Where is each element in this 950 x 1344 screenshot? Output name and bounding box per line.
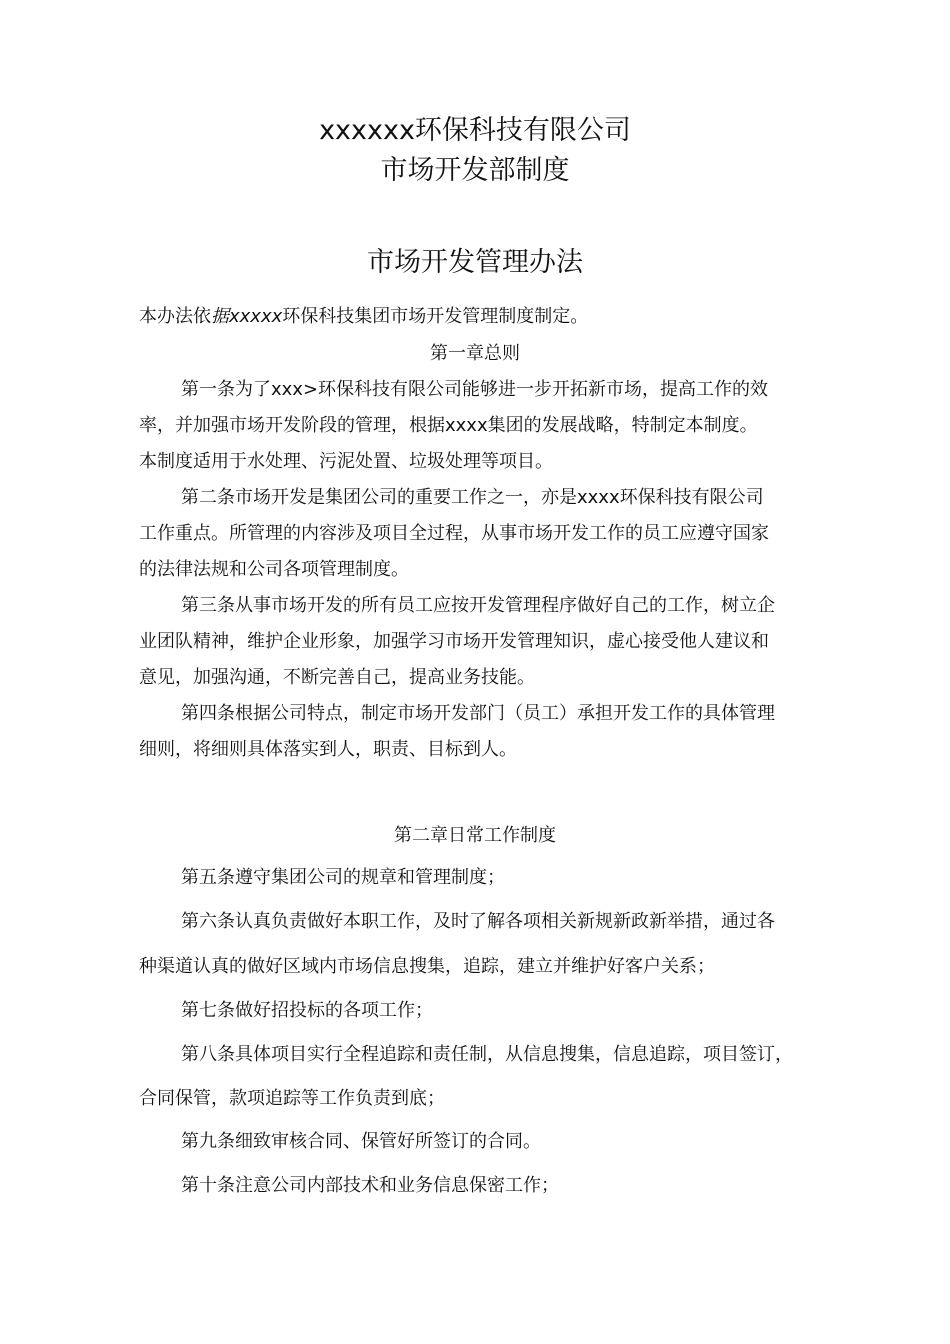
article-8-line-2: 合同保管，款项追踪等工作负责到底； <box>139 1088 445 1109</box>
article-6-line-1: 第六条认真负责做好本职工作，及时了解各项相关新规新政新举措，通过各 <box>181 911 775 932</box>
intro-text-b: 据xxxxx <box>211 306 283 327</box>
article-3-line-1: 第三条从事市场开发的所有员工应按开发管理程序做好自己的工作，树立企 <box>181 595 775 616</box>
article-4-line-1: 第四条根据公司特点，制定市场开发部门（员工）承担开发工作的具体管理 <box>181 703 775 724</box>
article-2-line-3: 的法律法规和公司各项管理制度。 <box>139 559 409 580</box>
article-2-line-2: 工作重点。所管理的内容涉及项目全过程，从事市场开发工作的员工应遵守国家 <box>139 523 769 544</box>
article-5: 第五条遵守集团公司的规章和管理制度； <box>181 867 505 888</box>
article-1-line-1: 第一条为了xxx>环保科技有限公司能够进一步开拓新市场，提高工作的效 <box>181 379 769 400</box>
article-8-line-1: 第八条具体项目实行全程追踪和责任制，从信息搜集，信息追踪，项目签订， <box>181 1044 793 1065</box>
department-title: 市场开发部制度 <box>380 155 570 186</box>
document-title: 市场开发管理办法 <box>367 247 583 278</box>
company-title: xxxxxx环保科技有限公司 <box>319 115 631 146</box>
chapter-1-heading: 第一章总则 <box>430 343 520 364</box>
chapter-2-heading: 第二章日常工作制度 <box>394 825 556 846</box>
article-10: 第十条注意公司内部技术和业务信息保密工作； <box>181 1175 559 1196</box>
intro-paragraph <box>139 302 588 328</box>
intro-text-a: 本办法依 <box>139 306 211 327</box>
article-1-line-3: 本制度适用于水处理、污泥处置、垃圾处理等项目。 <box>139 451 553 472</box>
article-3-line-3: 意见，加强沟通，不断完善自己，提高业务技能。 <box>139 667 535 688</box>
article-7: 第七条做好招投标的各项工作； <box>181 1000 433 1021</box>
intro-text-c: 环保科技集团市场开发管理制度制定。 <box>282 306 589 327</box>
article-2-line-1: 第二条市场开发是集团公司的重要工作之一，亦是xxxx环保科技有限公司 <box>181 487 764 508</box>
article-9: 第九条细致审核合同、保管好所签订的合同。 <box>181 1131 541 1152</box>
article-4-line-2: 细则，将细则具体落实到人，职责、目标到人。 <box>139 739 517 760</box>
article-3-line-2: 业团队精神，维护企业形象，加强学习市场开发管理知识，虚心接受他人建议和 <box>139 631 769 652</box>
article-1-line-2: 率，并加强市场开发阶段的管理，根据xxxx集团的发展战略，特制定本制度。 <box>139 415 758 436</box>
article-6-line-2: 种渠道认真的做好区域内市场信息搜集，追踪，建立并维护好客户关系； <box>139 956 715 977</box>
